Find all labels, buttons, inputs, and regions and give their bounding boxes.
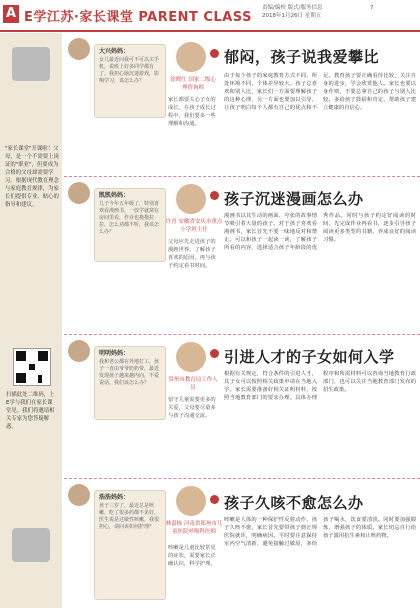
expert-avatar-1 [176,42,206,72]
article-title-1: 郁闷，孩子说我爱攀比 [224,48,380,66]
article-body-3: 根据有关规定，符合条件的引进人才，其子女可以按照相关政策申请在当地入学。家长需要准备好相关证明材料，按照当地教育部门的要求办理。具体办理程序和所需材料可以咨询当地教育行政部门，也可以关注当地教育部门发布的招生政策。 [224,371,416,401]
article-body-1: 由于每个孩子的家庭教育方式不同，所处环境不同，个体差异较大。孩子总喜欢和别人比，家长们一方面要理解孩子的这种心理，另一方面也要加以引导，让孩子明白每个人都有自己的优点和不足。教育孩子要正确看待比较，关注自身的进步，学会欣赏他人。家长也要以身作则，不要总拿自己的孩子与别人比较，多给孩子鼓励和肯定，帮助孩子建立健康的自信心。 [224,73,416,111]
question-box-3: 明明妈妈： 我和老公都在外地打工，孩子一直由爷爷奶奶带，最近发现孩子越来越内向，不爱说话，我们该怎么办？ [94,346,166,420]
expert-quote-2: 父母应先走进孩子的漫画世界，了解孩子喜欢的原因，再与孩子约定看书时间。 [168,239,216,269]
article-body-2: 漫画书以其生动的画面、夸张的故事情节吸引着大量的孩子。对于孩子喜欢看漫画书，家长首先不要一味地反对和禁止。可以和孩子一起读一读，了解孩子所看的内容，选择适合孩子年龄段的优秀作品。同时与孩子约定好阅读的时间，先完成作业再看书，逐步引导孩子阅读更多类型的书籍，养成良好的阅读习惯。 [224,213,416,251]
expert-name-4: 林嘉栋 河南省郑州市儿童医院呼吸科医师 [165,521,223,535]
question-box-1: 大兴妈妈： 女儿最近问我可不可以买手机，说班上好多同学都有了。我担心她沉迷游戏，影响学习，该怎么办？ [94,44,166,118]
parent-avatar-4 [12,528,50,562]
question-box-2: 凯凯妈妈： 儿子今年五年级了，特别喜欢看漫画书，一放学就窝在房间里看，作业也拖拖拉拉，怎么劝都不听，我该怎么办？ [94,188,166,262]
page-title: E学江苏·家长课堂 PARENT CLASS [24,10,252,25]
sidebar [0,33,62,608]
edition-number: 7 [370,5,374,11]
expert-quote-3: 留守儿童需要更多的关爱，父母要尽量多与孩子沟通交流。 [168,397,216,419]
section-letter: A [3,5,19,23]
expert-avatar-3 [176,342,206,372]
expert-quote-1: 家长都要关心子女的成长，在孩子成长过程中，我们要多一些理解和沟通。 [168,97,216,127]
person-icon [68,38,90,60]
article-body-4: 咳嗽是人体的一种保护性反射动作，孩子久咳不愈，家长首先要带孩子到正规医院就诊，明确病因。平时要注意保持室内空气清新，避免接触过敏原，多给孩子喝水，饮食要清淡。同时要加强锻炼，增强孩子的体质。家长切忌自行给孩子滥用抗生素和止咳药物。 [224,517,416,547]
page-header [0,0,420,32]
divider [64,334,420,335]
sidebar-blurb: "家长课堂"开课啦！父母，是一个不需要上岗证的"职业"，但要成为合格的父母却需要学习。根据现代教育理念与家庭教育规律，为家长们提供专业、贴心的指导和建议。 [5,146,59,208]
article-title-2: 孩子沉迷漫画怎么办 [224,190,364,208]
qr-caption: 扫描此处二维码，上E学与我们在家长课堂见。我们将邀请相关专家为您答疑解惑。 [6,392,55,430]
expert-name-1: 徐晓红 国家二级心理咨询师 [170,77,216,91]
question-box-4: 浩浩妈妈： 孩子三岁了，最近总是咳嗽，吃了很多药都不见好，医生说是过敏性咳嗽，我很担心，请问该如何护理？ [94,490,166,600]
expert-name-3: 常州市教育局工作人员 [168,377,218,391]
expert-name-2: 许青 安徽省安庆市重点小学班主任 [165,219,223,233]
expert-avatar-4 [176,486,206,516]
header-meta: 责编/编校 版式/服务信息 2018年1月26日 星期五 [262,5,323,19]
person-icon [68,484,90,506]
parent-avatar-1 [12,47,50,81]
article-title-4: 孩子久咳不愈怎么办 [224,494,364,512]
article-title-3: 引进人才的子女如何入学 [224,348,395,366]
person-icon [68,182,90,204]
divider [64,176,420,177]
expert-avatar-2 [176,184,206,214]
person-icon [68,340,90,362]
qr-code[interactable] [13,348,51,386]
expert-quote-4: 咳嗽是儿童比较常见的症状，需要家长正确认识，科学护理。 [168,545,216,567]
divider [64,478,420,479]
